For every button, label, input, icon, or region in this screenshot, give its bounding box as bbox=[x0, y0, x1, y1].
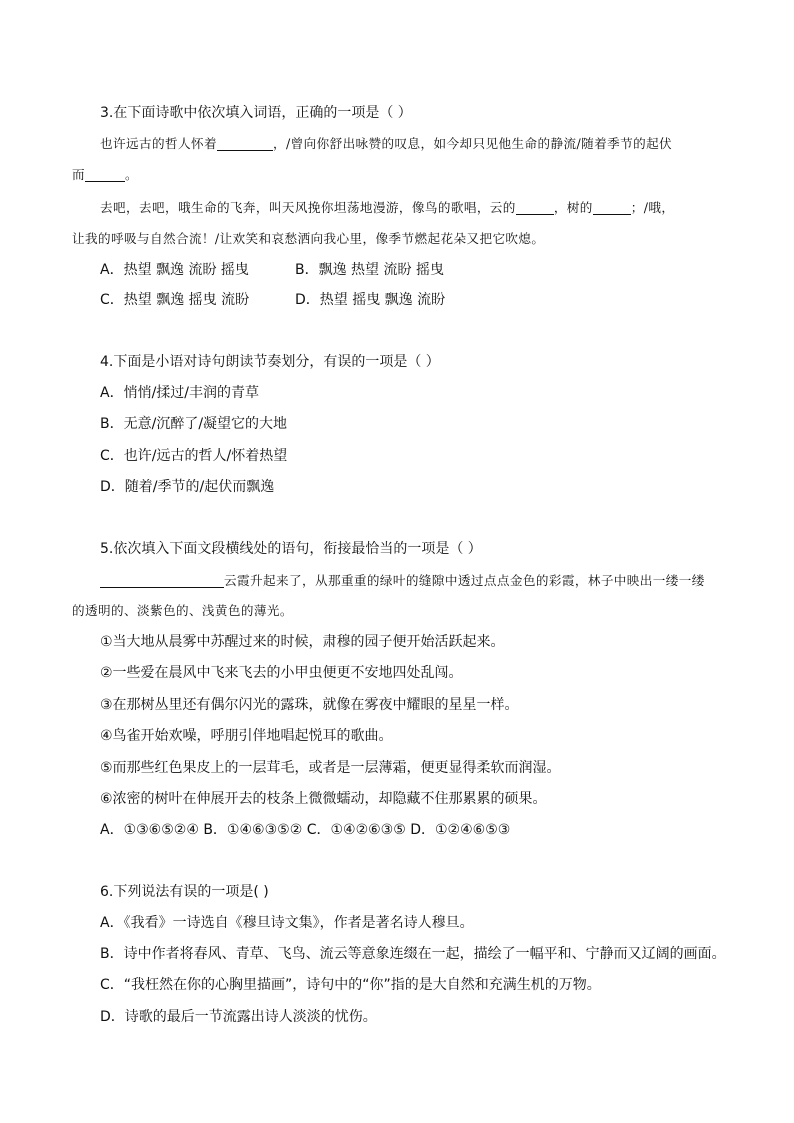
question-5-sentence: ④鸟雀开始欢噪，呼朋引伴地唱起悦耳的歌曲。 bbox=[100, 728, 393, 744]
question-3-poem-line-4: 让我的呼吸与自然合流！/让欢笑和哀愁洒向我心里，像季节燃起花朵又把它吹熄。 bbox=[72, 231, 545, 246]
question-3-option-a: A．热望 飘逸 流盼 摇曳 bbox=[100, 262, 249, 278]
poem-text: 而 bbox=[72, 167, 85, 182]
passage-text: 云霞升起来了，从那重重的绿叶的缝隙中透过点点金色的彩霞，林子中映出一缕一缕 bbox=[224, 573, 705, 588]
question-6-option: B．诗中作者将春风、青草、飞鸟、流云等意象连缀在一起，描绘了一幅平和、宁静而又辽阔的画面。 bbox=[100, 946, 726, 962]
question-3-poem-line-3 bbox=[100, 198, 674, 218]
question-3-option-c: C．热望 飘逸 摇曳 流盼 bbox=[100, 292, 250, 308]
question-4-option: C．也许/远古的哲人/怀着热望 bbox=[100, 448, 288, 464]
poem-text: ，树的 bbox=[553, 200, 593, 215]
poem-text: ，/曾向你舒出咏赞的叹息，如今却只见他生命的静流/随着季节的起伏 bbox=[272, 136, 673, 151]
answer-blank[interactable] bbox=[516, 200, 554, 215]
question-5-sentence: ③在那树丛里还有偶尔闪光的露珠，就像在雾夜中耀眼的星星一样。 bbox=[100, 697, 519, 713]
question-5-sentence: ⑥浓密的树叶在伸展开去的枝条上微微蠕动，却隐藏不住那累累的硕果。 bbox=[100, 791, 547, 807]
question-4-title: 4.下面是小语对诗句朗读节奏划分，有误的一项是（ ） bbox=[100, 354, 440, 370]
question-3-option-b: B．飘逸 热望 流盼 摇曳 bbox=[295, 262, 444, 278]
question-4-option: A．悄悄/揉过/丰润的青草 bbox=[100, 385, 260, 401]
question-3-poem-line-1 bbox=[100, 134, 672, 154]
question-5-title: 5.依次填入下面文段横线处的语句，衔接最恰当的一项是（ ） bbox=[100, 541, 482, 557]
question-6-option: A．《我看》一诗选自《穆旦诗文集》，作者是著名诗人穆旦。 bbox=[100, 915, 474, 931]
poem-text: 也许远古的哲人怀着 bbox=[100, 136, 217, 151]
question-3-title: 3.在下面诗歌中依次填入词语，正确的一项是（ ） bbox=[100, 105, 412, 121]
answer-blank[interactable] bbox=[217, 136, 273, 151]
answer-blank[interactable] bbox=[85, 167, 125, 182]
poem-text: 。 bbox=[125, 167, 138, 182]
question-5-passage-line-1 bbox=[100, 571, 705, 591]
question-6-option: D．诗歌的最后一节流露出诗人淡淡的忧伤。 bbox=[100, 1009, 377, 1025]
poem-text: ；/哦， bbox=[630, 200, 675, 215]
question-4-option: D．随着/季节的/起伏而飘逸 bbox=[100, 479, 275, 495]
answer-blank[interactable] bbox=[593, 200, 631, 215]
question-4-option: B．无意/沉醉了/凝望它的大地 bbox=[100, 416, 288, 432]
question-5-answer-options: A．①③⑥⑤②④ B．①④⑥③⑤② C．①④②⑥③⑤ D．①②④⑥⑤③ bbox=[100, 822, 511, 838]
question-6-option: C．“我枉然在你的心胸里描画”，诗句中的“你”指的是大自然和充满生机的万物。 bbox=[100, 977, 601, 993]
question-5-passage-line-2: 的透明的、淡紫色的、浅黄色的薄光。 bbox=[72, 603, 293, 618]
question-3-option-d: D．热望 摇曳 飘逸 流盼 bbox=[295, 292, 446, 308]
answer-blank[interactable] bbox=[100, 573, 224, 588]
poem-text: 去吧，去吧，哦生命的飞奔，叫天风挽你坦荡地漫游，像鸟的歌唱，云的 bbox=[100, 200, 516, 215]
question-5-sentence: ②一些爱在晨风中飞来飞去的小甲虫便更不安地四处乱闯。 bbox=[100, 665, 463, 681]
question-6-title: 6.下列说法有误的一项是( ) bbox=[100, 884, 269, 900]
question-3-poem-line-2 bbox=[72, 165, 138, 185]
question-5-sentence: ①当大地从晨雾中苏醒过来的时候，肃穆的园子便开始活跃起来。 bbox=[100, 634, 505, 650]
question-5-sentence: ⑤而那些红色果皮上的一层茸毛，或者是一层薄霜，便更显得柔软而润湿。 bbox=[100, 760, 561, 776]
